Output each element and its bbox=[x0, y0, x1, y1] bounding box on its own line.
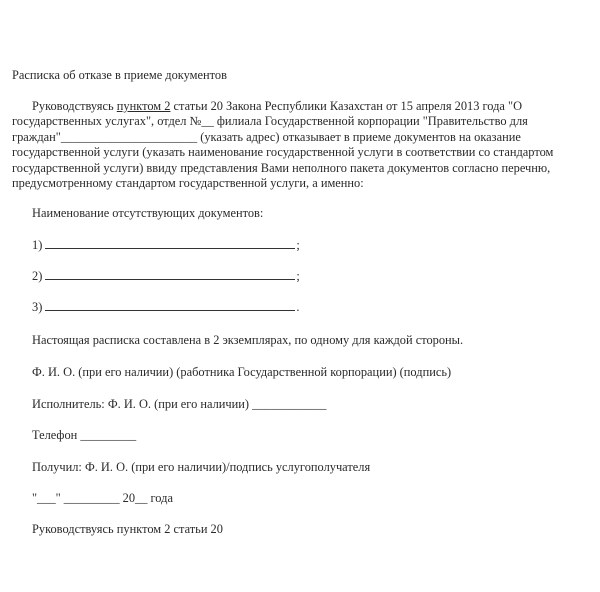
paragraph-line: предусмотренному стандартом государственной услуги, а именно: bbox=[12, 176, 364, 191]
missing-documents-label: Наименование отсутствующих документов: bbox=[32, 206, 264, 220]
missing-document-item-3 bbox=[32, 300, 299, 315]
blank-field[interactable] bbox=[45, 247, 295, 249]
paragraph-line: граждан"______________________ (указать адрес) отказывает в приеме документов на оказание bbox=[12, 129, 521, 144]
law-point-link[interactable]: пунктом 2 bbox=[116, 99, 171, 113]
copies-note: Настоящая расписка составлена в 2 экземплярах, по одному для каждой стороны. bbox=[32, 333, 464, 347]
date-line: "___" _________ 20__ года bbox=[32, 491, 173, 505]
blank-field[interactable] bbox=[45, 309, 295, 311]
item-terminator: ; bbox=[296, 269, 300, 283]
executor-line: Исполнитель: Ф. И. О. (при его наличии) ____________ bbox=[32, 397, 327, 411]
paragraph-line: государственных услугах", отдел №__ филиала Государственной корпорации "Правительство для bbox=[12, 114, 528, 129]
paragraph-text: статьи 20 Закона Республики Казахстан от 15 апреля 2013 года "О bbox=[170, 99, 523, 113]
received-line: Получил: Ф. И. О. (при его наличии)/подпись услугополучателя bbox=[32, 460, 371, 474]
item-terminator: . bbox=[296, 300, 300, 314]
phone-line: Телефон _________ bbox=[32, 428, 137, 442]
blank-field[interactable] bbox=[45, 278, 295, 280]
missing-document-item-1 bbox=[32, 238, 300, 253]
main-paragraph bbox=[12, 99, 597, 191]
item-number: 2) bbox=[32, 269, 43, 283]
footer-reference: Руководствуясь пунктом 2 статьи 20 bbox=[32, 522, 223, 536]
employee-signature-line: Ф. И. О. (при его наличии) (работника Государственной корпорации) (подпись) bbox=[32, 365, 452, 379]
paragraph-text: Руководствуясь bbox=[32, 99, 117, 113]
missing-document-item-2 bbox=[32, 269, 300, 284]
paragraph-line: государственной услуги (указать наименование государственной услуги в соответствии со стандартом bbox=[12, 145, 554, 160]
item-number: 3) bbox=[32, 300, 43, 314]
item-terminator: ; bbox=[296, 238, 300, 252]
paragraph-line: государственной услуги) ввиду представления Вами неполного пакета документов согласно перечню, bbox=[12, 160, 551, 175]
document-title: Расписка об отказе в приеме документов bbox=[12, 68, 227, 82]
item-number: 1) bbox=[32, 238, 43, 252]
paragraph-line bbox=[12, 99, 597, 114]
